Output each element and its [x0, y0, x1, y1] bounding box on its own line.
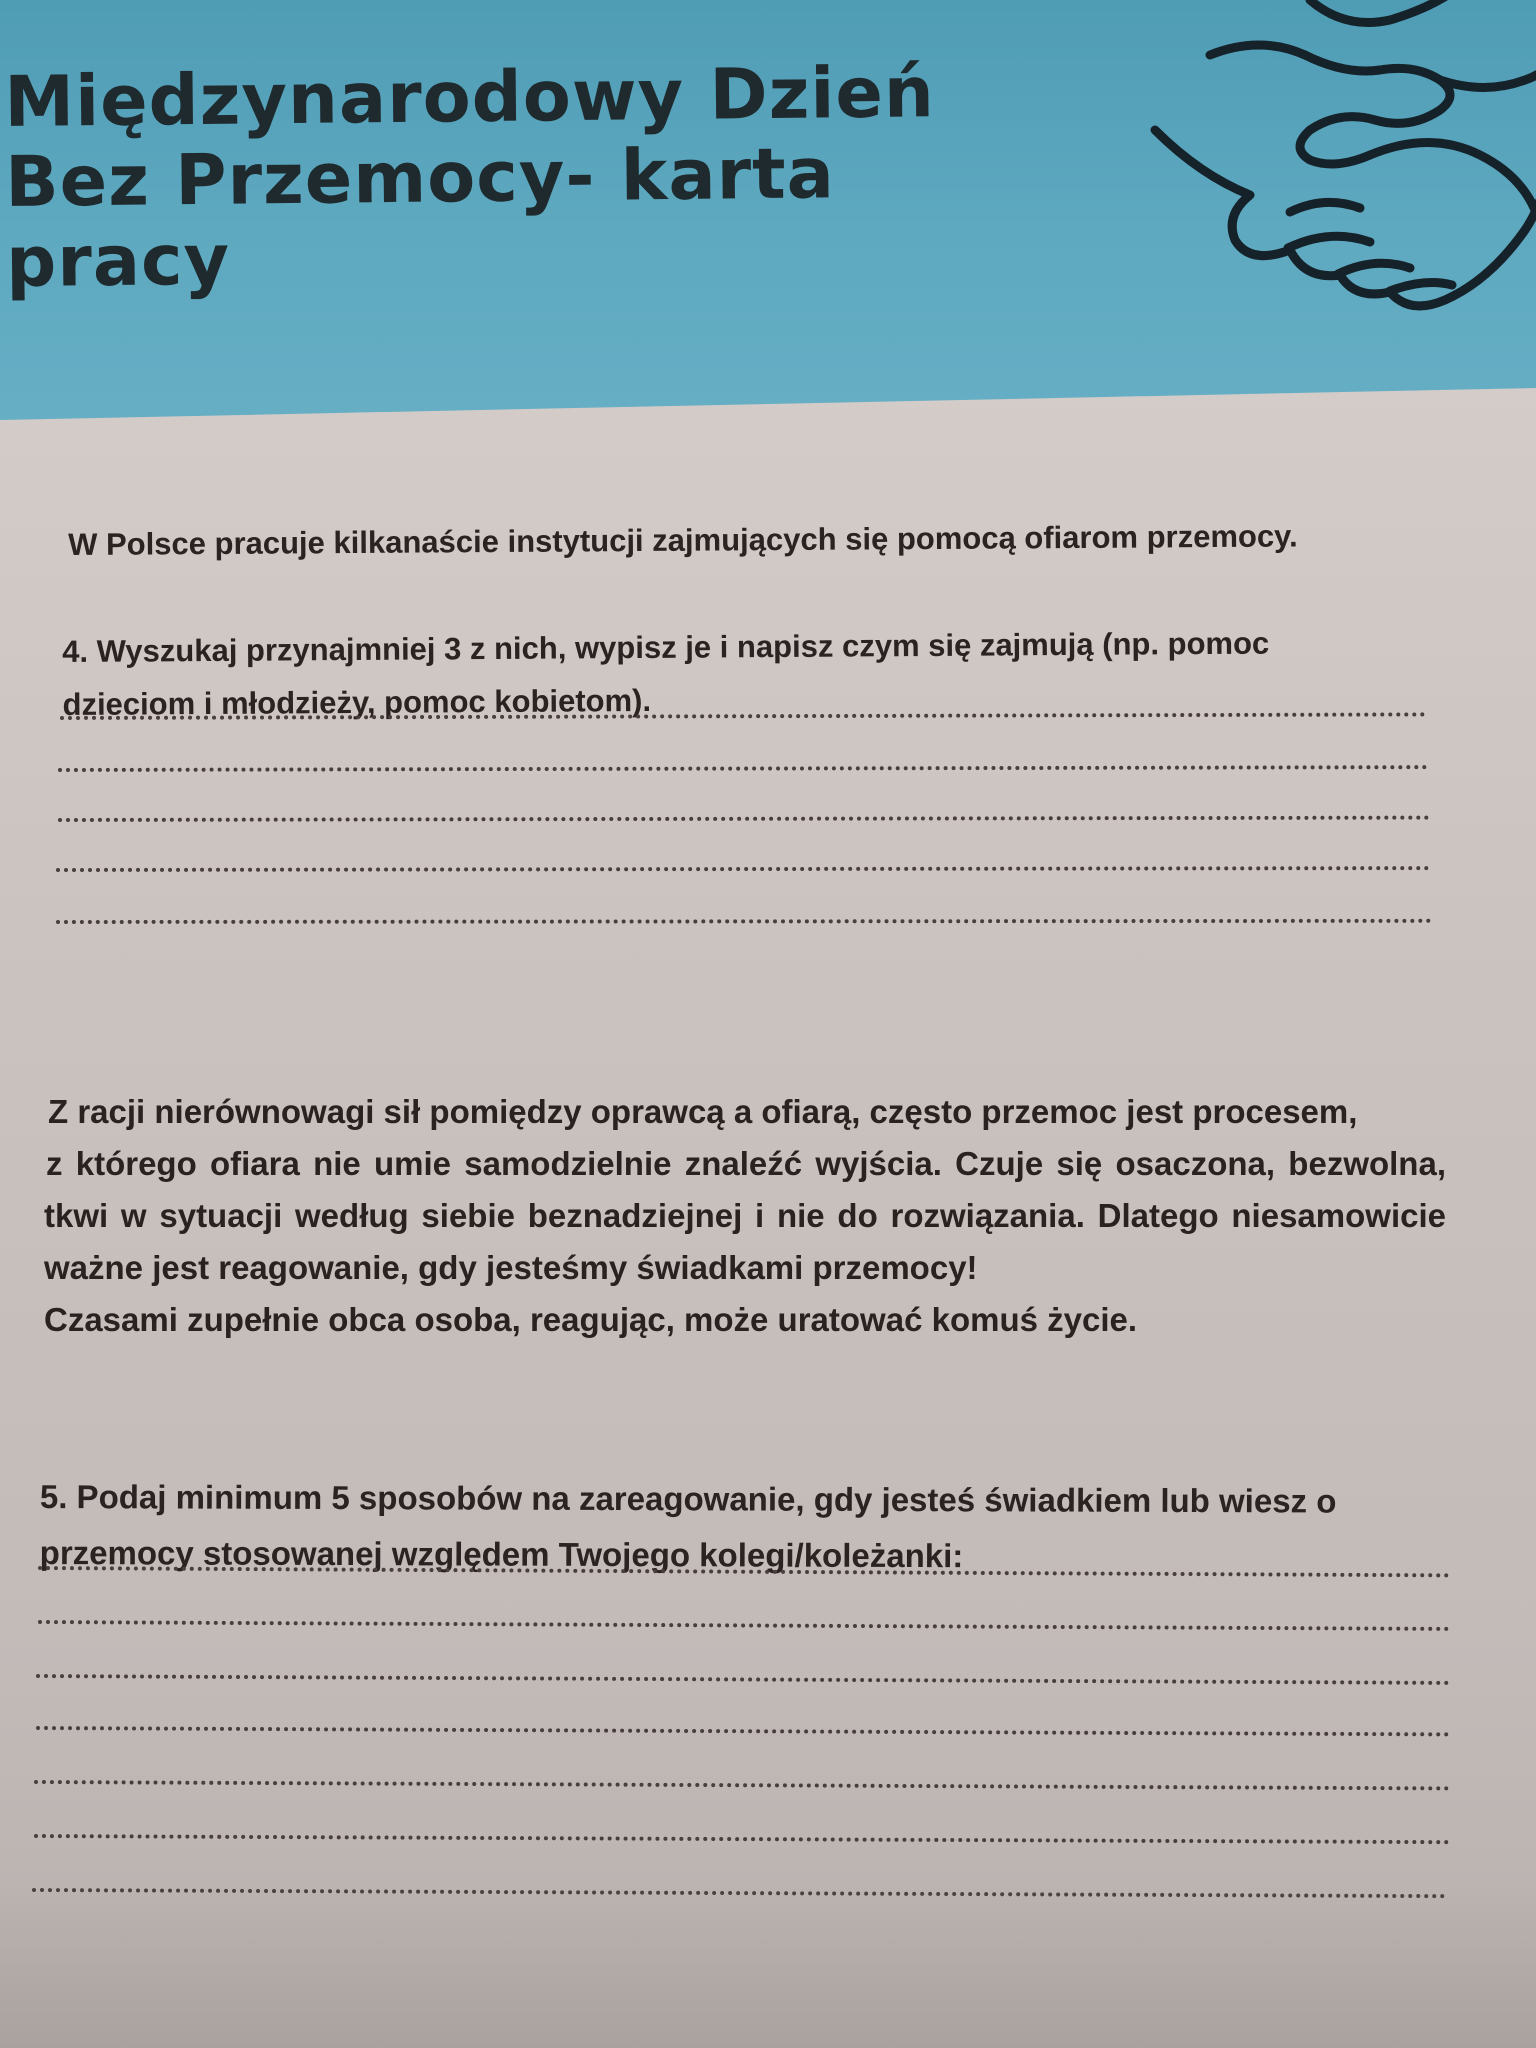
answer-line[interactable] — [56, 919, 1432, 924]
handshake-icon — [1140, 0, 1536, 350]
answer-line[interactable] — [58, 765, 1428, 772]
answer-line[interactable] — [34, 1780, 1450, 1790]
paragraph-line: Z racji nierównowagi sił pomiędzy oprawcą a ofiarą, często przemoc jest procesem, — [48, 1093, 1358, 1130]
answer-line[interactable] — [36, 1726, 1450, 1736]
bottom-shadow — [0, 1880, 1536, 2048]
task-4-prompt: 4. Wyszukaj przynajmniej 3 z nich, wypisz je i napisz czym się zajmują (np. pomoc dzieciom i młodzieży, pomoc kobietom). — [62, 625, 1270, 722]
paragraph-line: ważne jest reagowanie, gdy jesteśmy świadkami przemocy! — [44, 1249, 978, 1286]
violence-info-paragraph — [46, 1086, 1446, 1346]
paragraph-line: z którego ofiara nie umie samodzielnie znaleźć wyjścia. Czuje się osaczona, bezwolna, — [46, 1145, 1446, 1182]
answer-line[interactable] — [56, 866, 1430, 872]
paragraph-line: tkwi w sytuacji według siebie beznadziejnej i nie do rozwiązania. Dlatego niesamowicie — [44, 1197, 1446, 1234]
intro-text: W Polsce pracuje kilkanaście instytucji zajmujących się pomocą ofiarom przemocy. — [68, 518, 1298, 562]
answer-line[interactable] — [58, 816, 1430, 822]
faint-background-text — [60, 1015, 68, 1049]
task-5-prompt: 5. Podaj minimum 5 sposobów na zareagowanie, gdy jesteś świadkiem lub wiesz o przemocy stosowanej względem Twojego kolegi/koleżanki: — [39, 1478, 1337, 1575]
answer-line[interactable] — [34, 1834, 1450, 1844]
paragraph-line: Czasami zupełnie obca osoba, reagując, może uratować komuś życie. — [44, 1301, 1138, 1338]
answer-line[interactable] — [38, 1620, 1450, 1631]
answer-line[interactable] — [36, 1674, 1450, 1685]
page-title: Międzynarodowy Dzień Bez Przemocy- karta pracy — [3, 51, 936, 303]
